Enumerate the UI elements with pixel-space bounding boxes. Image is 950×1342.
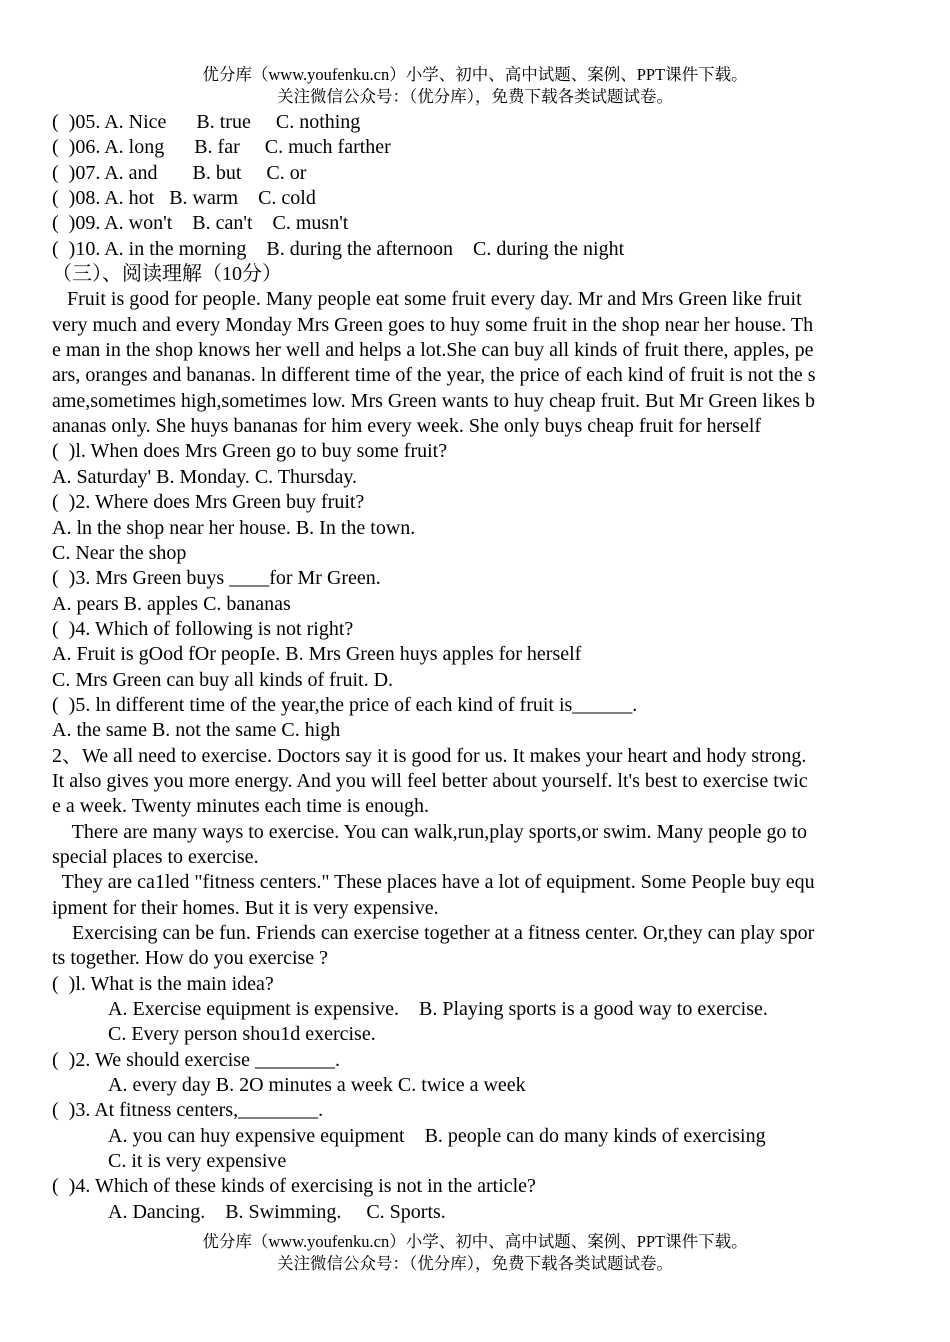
cloze-item: ( )06. A. long B. far C. much farther [52,136,391,159]
passage-line: ipment for their homes. But it is very expensive. [52,896,439,919]
footer-line-2: 关注微信公众号：（优分库），免费下载各类试题试卷。 [277,1254,673,1273]
section-title: （三）、阅读理解（10分） [52,263,282,286]
question-line: A. pears B. apples C. bananas [52,592,291,615]
question-line: A. ln the shop near her house. B. In the town. [52,516,416,539]
exam-content [52,110,898,1225]
header-line-1: 优分库（www.youfenku.cn）小学、初中、高中试题、案例、PPT课件下载。 [202,65,748,84]
passage-1 [52,287,898,439]
cloze-item: ( )05. A. Nice B. true C. nothing [52,111,361,133]
question-line: A. Fruit is gOod fOr peopIe. B. Mrs Green huys apples for herself [52,643,582,666]
answer-options: C. Every person shou1d exercise. [108,1023,376,1046]
passage-2-questions [52,972,898,1225]
answer-options: A. Exercise equipment is expensive. B. Playing sports is a good way to exercise. [108,998,768,1021]
answer-options: C. it is very expensive [108,1150,287,1173]
question-line: C. Mrs Green can buy all kinds of fruit. D. [52,668,394,691]
cloze-item: ( )07. A. and B. but C. or [52,161,307,184]
passage-line: e man in the shop knows her well and helps a lot.She can buy all kinds of fruit there, apples, pe [52,339,814,362]
passage-line: special places to exercise. [52,845,259,868]
passage-line: Exercising can be fun. Friends can exercise together at a fitness center. Or,they can play spor [52,922,815,944]
question-line: ( )5. ln different time of the year,the price of each kind of fruit is______. [52,693,638,716]
cloze-item: ( )08. A. hot B. warm C. cold [52,187,316,210]
question-line: ( )l. What is the main idea? [52,972,274,995]
passage-line: ts together. How do you exercise ? [52,947,329,970]
question-line: ( )3. Mrs Green buys ____for Mr Green. [52,567,381,590]
passage-line: There are many ways to exercise. You can walk,run,play sports,or swim. Many people go to [52,820,808,843]
question-line: ( )4. Which of these kinds of exercising is not in the article? [52,1175,536,1198]
cloze-item: ( )09. A. won't B. can't C. musn't [52,212,349,235]
passage-line: ame,sometimes high,sometimes low. Mrs Green wants to huy cheap fruit. But Mr Green likes b [52,389,815,412]
answer-options: A. Dancing. B. Swimming. C. Sports. [108,1200,446,1223]
question-line: ( )2. Where does Mrs Green buy fruit? [52,491,365,514]
header-line-2: 关注微信公众号：（优分库），免费下载各类试题试卷。 [277,87,673,106]
answer-options: A. every day B. 2O minutes a week C. twice a week [108,1074,526,1097]
cloze-items [52,110,898,262]
question-line: C. Near the shop [52,541,187,564]
passage-line: It also gives you more energy. And you will feel better about yourself. lt's best to exercise twic [52,769,808,792]
footer-line-1: 优分库（www.youfenku.cn）小学、初中、高中试题、案例、PPT课件下载。 [202,1232,748,1251]
passage-2 [52,744,898,972]
question-line: ( )4. Which of following is not right? [52,617,354,640]
passage-1-questions [52,439,898,743]
answer-options: A. you can huy expensive equipment B. people can do many kinds of exercising [108,1124,766,1147]
page-footer [0,1231,950,1275]
passage-line: e a week. Twenty minutes each time is enough. [52,795,430,818]
passage-line: Fruit is good for people. Many people eat some fruit every day. Mr and Mrs Green like fruit [52,288,802,311]
question-line: ( )l. When does Mrs Green go to buy some fruit? [52,440,448,463]
page-header [0,64,950,108]
passage-line: They are ca1led "fitness centers." These places have a lot of equipment. Some People buy equ [52,871,815,894]
question-line: ( )2. We should exercise ________. [52,1048,340,1071]
passage-line: 2、We all need to exercise. Doctors say it is good for us. It makes your heart and hody strong. [52,744,807,767]
passage-line: ars, oranges and bananas. ln different time of the year, the price of each kind of fruit is not the s [52,364,816,387]
cloze-item: ( )10. A. in the morning B. during the afternoon C. during the night [52,237,625,260]
passage-line: very much and every Monday Mrs Green goes to huy some fruit in the shop near her house. Th [52,313,814,336]
question-line: ( )3. At fitness centers,________. [52,1099,324,1122]
question-line: A. the same B. not the same C. high [52,719,341,742]
passage-line: ananas only. She huys bananas for him every week. She only buys cheap fruit for herself [52,415,762,438]
question-line: A. Saturday' B. Monday. C. Thursday. [52,465,358,488]
